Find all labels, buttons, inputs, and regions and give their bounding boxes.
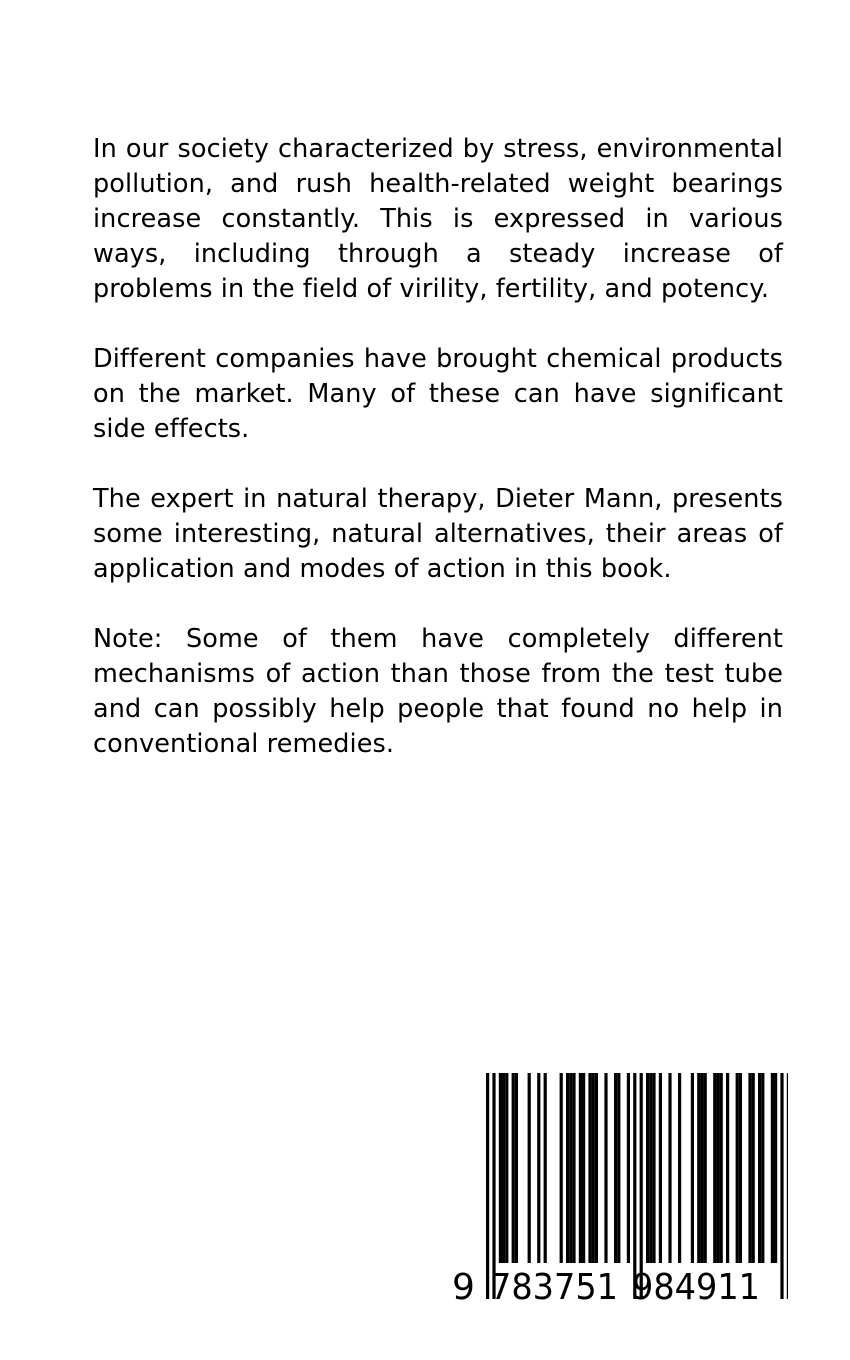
barcode-bar [544,1073,547,1263]
barcode-bar [668,1073,671,1263]
barcode-bar [678,1073,681,1263]
barcode-bar [652,1073,655,1263]
barcode-bar [505,1073,508,1263]
barcode-bar [748,1073,751,1263]
barcode-bar [726,1073,729,1263]
barcode-bar [617,1073,620,1263]
barcode-bar [604,1073,607,1263]
barcode-bar [627,1073,630,1263]
barcode-bar [528,1073,531,1263]
blurb-paragraph-2: Different companies have brought chemical products on the market. Many of these can have significant side effects. [93,344,783,444]
barcode-bar [582,1073,585,1263]
barcode-bar [691,1073,694,1263]
barcode-bar [572,1073,575,1263]
barcode-bar [771,1073,774,1263]
barcode-bar [697,1073,700,1263]
barcode-bar [614,1073,617,1263]
barcode-bar [515,1073,518,1263]
barcode-bar [502,1073,505,1263]
blurb-paragraph-1: In our society characterized by stress, environmental pollution, and rush health-related weight bearings increase constantly. This is expressed in various ways, including through a steady increase of problems in the field of virility, fertility, and potency. [93,134,783,304]
barcode-bar [595,1073,598,1263]
blurb-paragraph-3: The expert in natural therapy, Dieter Mann, presents some interesting, natural alternatives, their areas of application and modes of action in this book. [93,484,783,584]
barcode-guard-bar [492,1073,495,1299]
barcode-bar [739,1073,742,1263]
barcode-bar [512,1073,515,1263]
barcode-bar [649,1073,652,1263]
barcode-bar [774,1073,777,1263]
barcode-bar [579,1073,582,1263]
barcode-bar [560,1073,563,1263]
barcode-bar [499,1073,502,1263]
barcode-guard-bar [486,1073,489,1299]
barcode-right-digits: 984911 [632,1267,760,1303]
barcode-bar [716,1073,719,1263]
blurb-text [93,132,783,797]
isbn-barcode [452,1073,788,1303]
barcode-bar [659,1073,662,1263]
barcode-bar [588,1073,591,1263]
barcode-bars [486,1073,788,1299]
barcode-guard-bar [640,1073,643,1299]
barcode-bar [566,1073,569,1263]
barcode-bar [592,1073,595,1263]
barcode-bar [758,1073,761,1263]
barcode-bar [736,1073,739,1263]
barcode-bar [720,1073,723,1263]
barcode-left-digits: 783751 [490,1267,618,1303]
barcode-bar [537,1073,540,1263]
barcode-bar [752,1073,755,1263]
barcode-lead-digit: 9 [452,1267,475,1303]
barcode-bar [761,1073,764,1263]
barcode-bar [704,1073,707,1263]
barcode-bar [713,1073,716,1263]
barcode-bar [569,1073,572,1263]
barcode-guard-bar [633,1073,636,1299]
barcode-bar [700,1073,703,1263]
barcode-guard-bar [787,1073,788,1299]
barcode-guard-bar [780,1073,783,1299]
barcode-bar [646,1073,649,1263]
blurb-paragraph-4: Note: Some of them have completely different mechanisms of action than those from the test tube and can possibly help people that found no help in conventional remedies. [93,624,783,759]
